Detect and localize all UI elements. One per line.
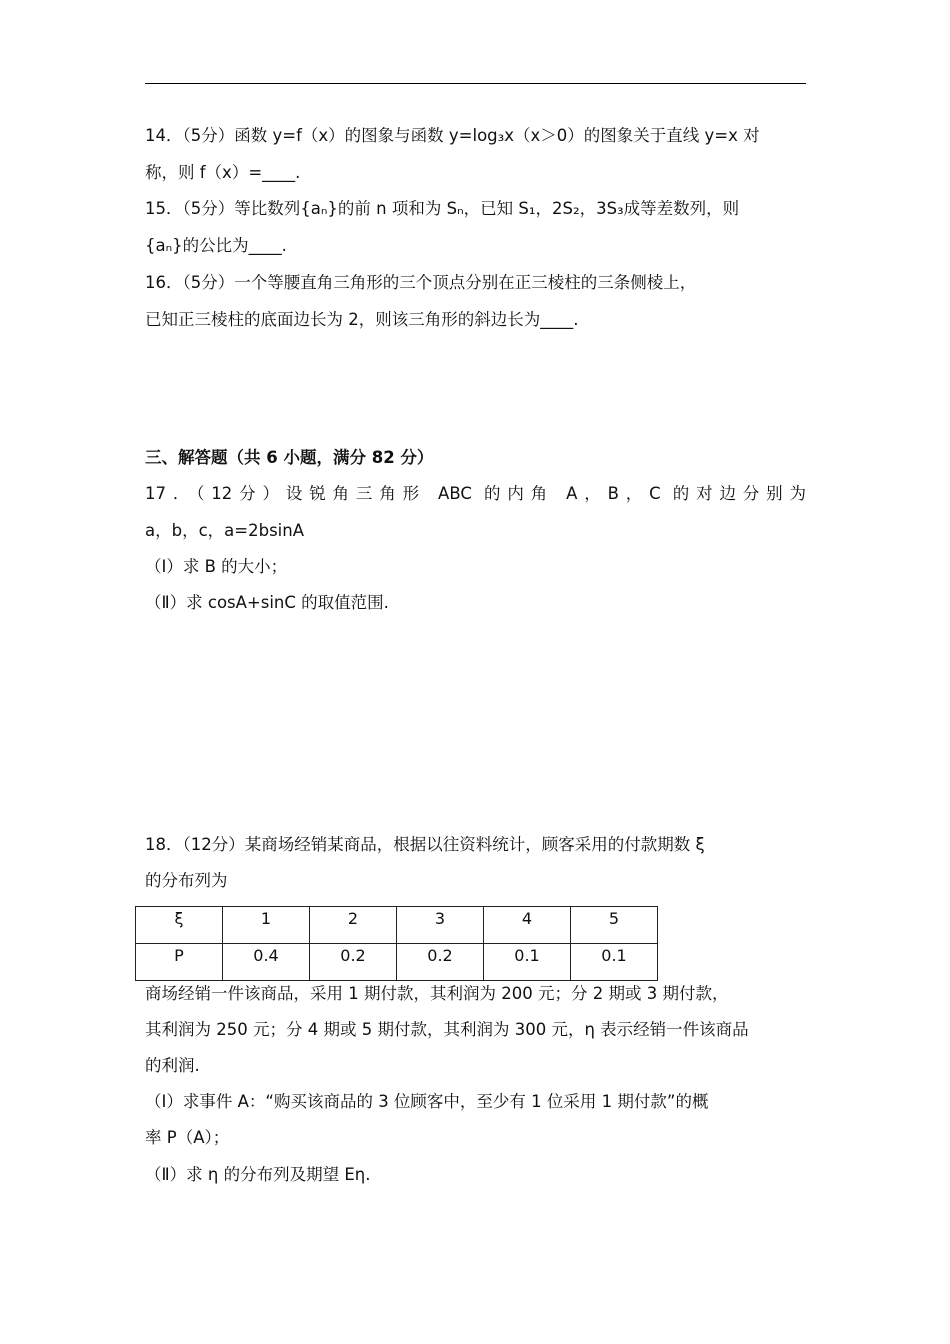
q14-line2: 称，则 f（x）=____. [145, 163, 301, 182]
q17-part1: （Ⅰ）求 B 的大小； [145, 557, 288, 576]
q14-line1: 14．（5分）函数 y=f（x）的图象与函数 y=log₃x（x＞0）的图象关于直线 y=x 对 [145, 126, 760, 145]
q18-line2: 的分布列为 [145, 871, 228, 890]
q18-text-line1: 商场经销一件该商品，采用 1 期付款，其利润为 200 元；分 2 期或 3 期付款， [145, 984, 729, 1003]
q18-part1-line1: （Ⅰ）求事件 A：“购买该商品的 3 位顾客中，至少有 1 位采用 1 期付款”的概 [145, 1092, 709, 1111]
table-cell: 4 [484, 907, 571, 944]
q16-line2: 已知正三棱柱的底面边长为 2，则该三角形的斜边长为____. [145, 310, 579, 329]
table-cell: 0.1 [571, 944, 658, 981]
q15-line1: 15．（5分）等比数列{aₙ}的前 n 项和为 Sₙ，已知 S₁，2S₂，3S₃成等差数列，则 [145, 199, 740, 218]
q15-line2: {aₙ}的公比为____. [145, 236, 287, 255]
table-cell: ξ [136, 907, 223, 944]
table-cell: 3 [397, 907, 484, 944]
q18-text-line2: 其利润为 250 元；分 4 期或 5 期付款，其利润为 300 元，η 表示经销一件该商品 [145, 1020, 749, 1039]
header-rule [145, 83, 806, 84]
table-cell: P [136, 944, 223, 981]
q16-line1: 16．（5分）一个等腰直角三角形的三个顶点分别在正三棱柱的三条侧棱上， [145, 273, 697, 292]
table-row-probability [136, 944, 658, 981]
table-cell: 5 [571, 907, 658, 944]
section-title: 三、解答题（共 6 小题，满分 82 分） [145, 448, 434, 467]
q17-part2: （Ⅱ）求 cosA+sinC 的取值范围. [145, 593, 389, 612]
table-cell: 2 [310, 907, 397, 944]
table-cell: 0.4 [223, 944, 310, 981]
q17-line1: 17．（12分）设锐角三角形 ABC 的内角 A，B，C 的对边分别为 [145, 484, 806, 503]
table-cell: 1 [223, 907, 310, 944]
q18-text-line3: 的利润. [145, 1056, 200, 1075]
table-cell: 0.2 [310, 944, 397, 981]
table-cell: 0.2 [397, 944, 484, 981]
q18-part1-line2: 率 P（A）； [145, 1128, 230, 1147]
distribution-table [135, 906, 658, 981]
q18-part2: （Ⅱ）求 η 的分布列及期望 Eη. [145, 1165, 371, 1184]
q18-line1: 18．（12分）某商场经销某商品，根据以往资料统计，顾客采用的付款期数 ξ [145, 835, 705, 854]
table-row-header [136, 907, 658, 944]
q17-line2: a，b，c，a=2bsinA [145, 521, 304, 540]
table-cell: 0.1 [484, 944, 571, 981]
